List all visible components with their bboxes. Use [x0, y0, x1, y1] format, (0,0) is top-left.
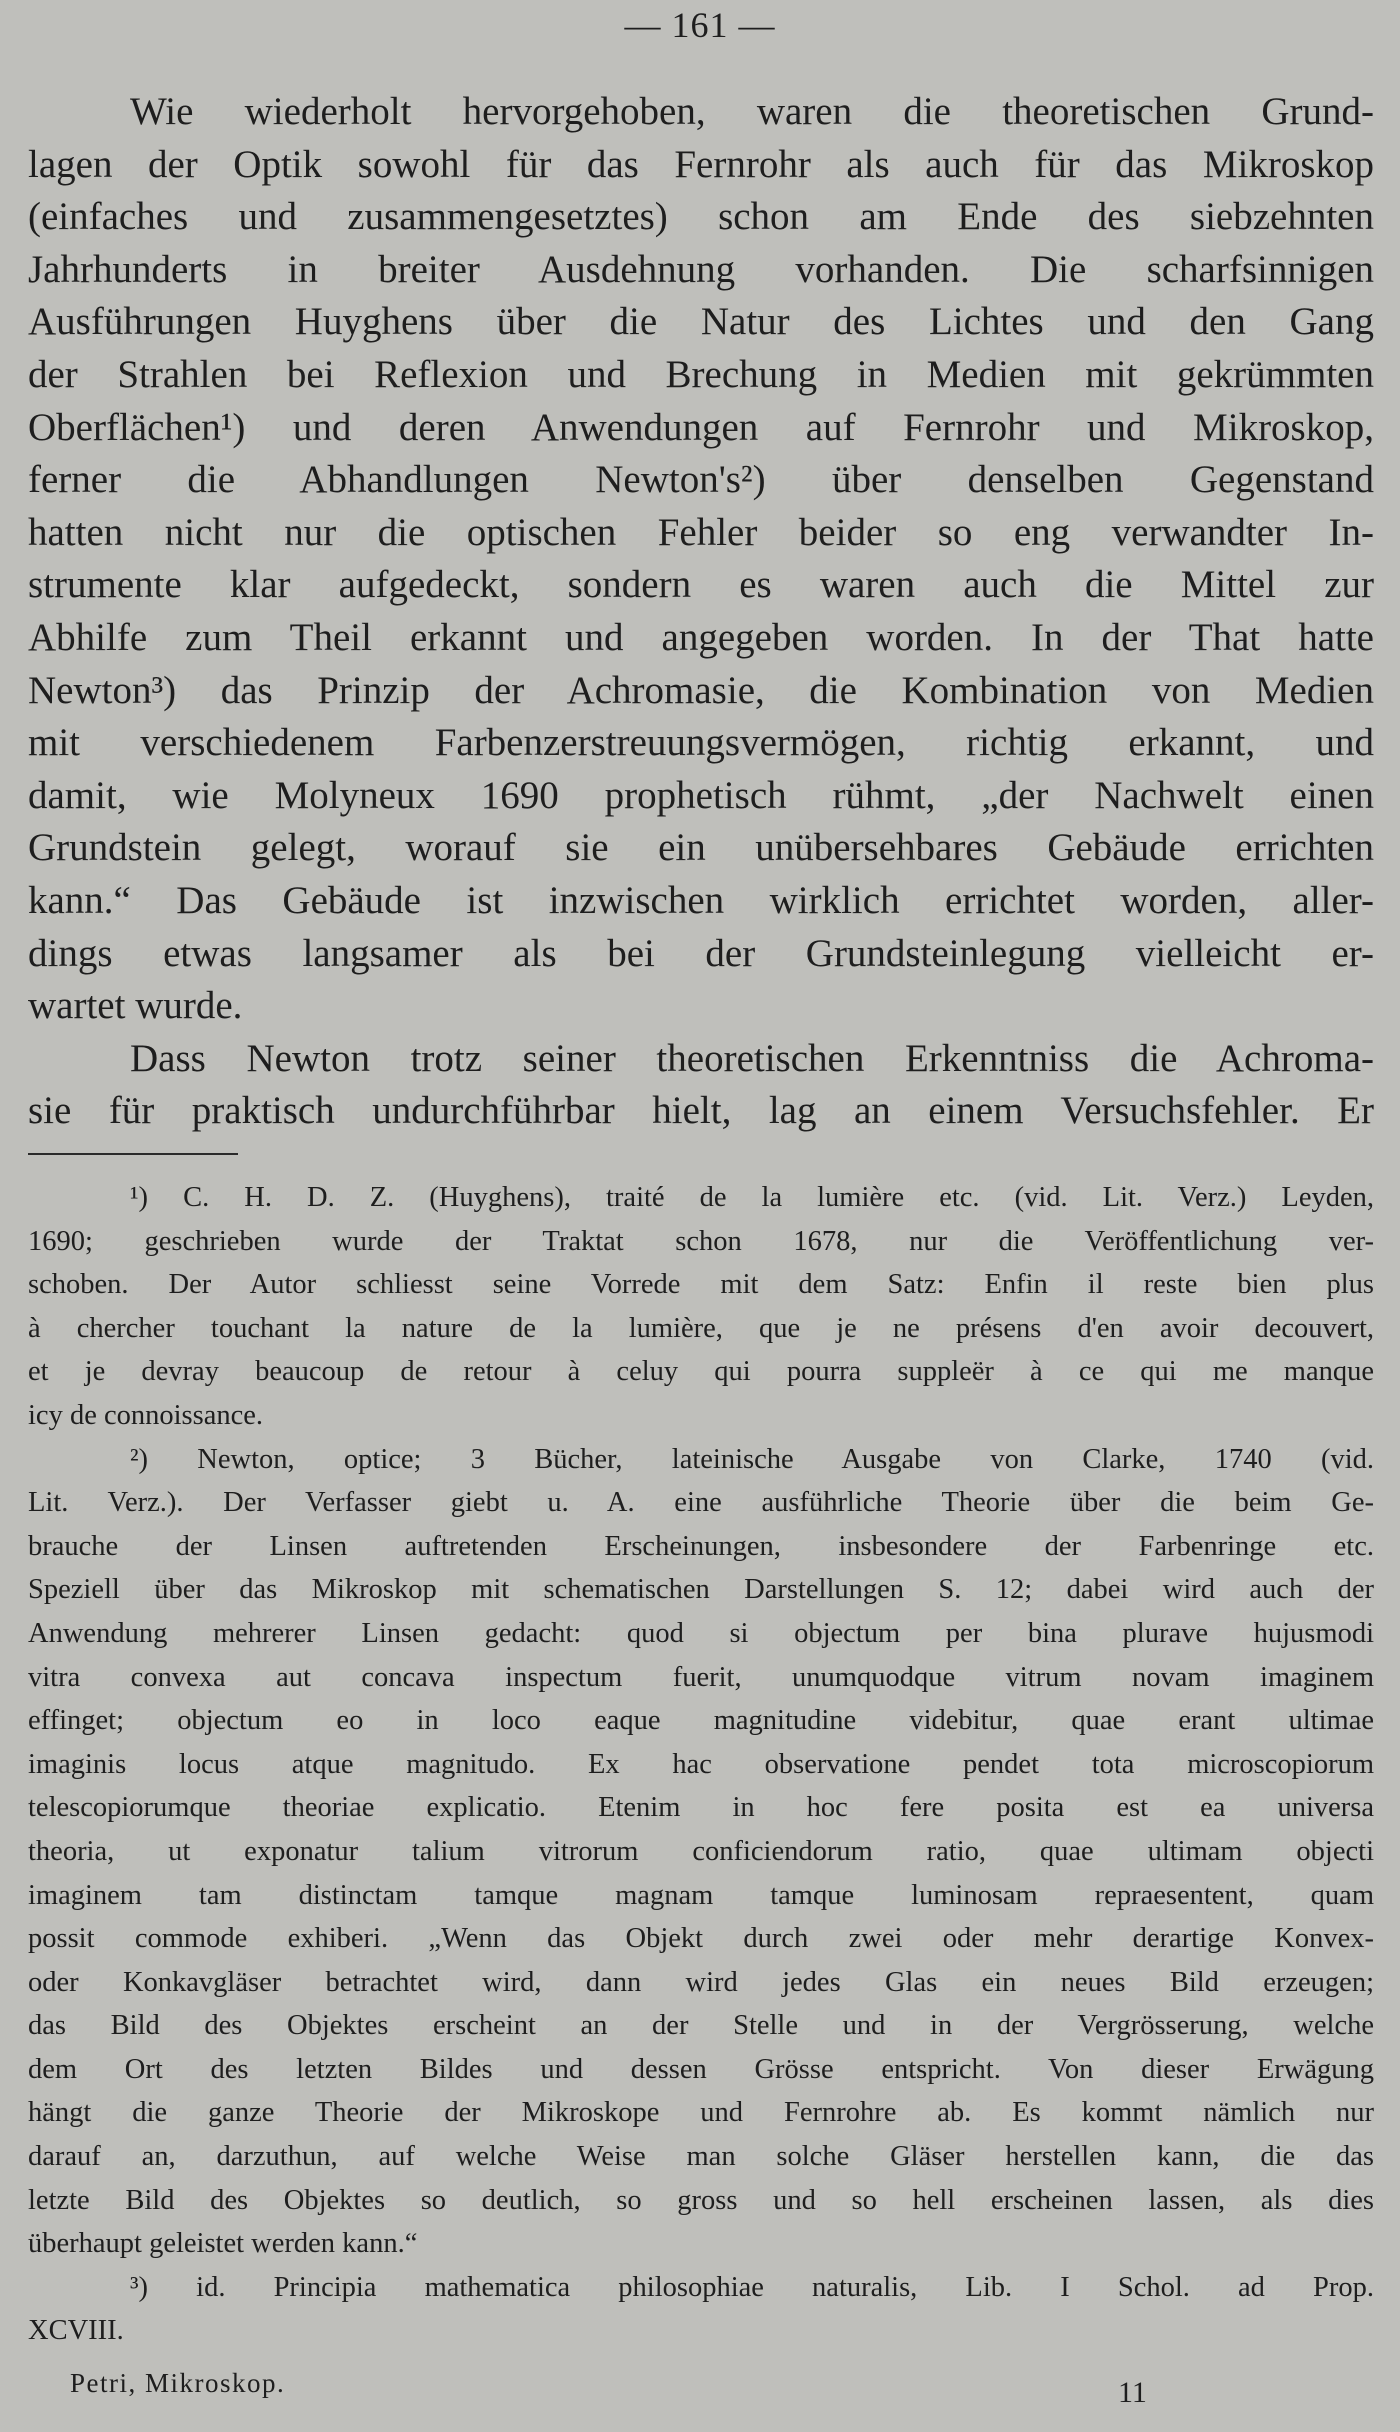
body-line: sie für praktisch undurchführbar hielt, lag an einem Versuchsfehler. Er [28, 1089, 1374, 1133]
footnote-line: ¹) C. H. D. Z. (Huyghens), traité de la lumière etc. (vid. Lit. Verz.) Leyden, [130, 1182, 1374, 1213]
footnote-line: brauche der Linsen auftretenden Erscheinungen, insbesondere der Farbenringe etc. [28, 1530, 1374, 1562]
footnote-line: letzte Bild des Objektes so deutlich, so gross und so hell erscheinen lassen, als dies [28, 2184, 1374, 2216]
body-text [28, 86, 1374, 1138]
footnote-line: effinget; objectum eo in loco eaque magnitudine videbitur, quae erant ultimae [28, 1705, 1374, 1737]
body-line: lagen der Optik sowohl für das Fernrohr als auch für das Mikroskop [28, 142, 1374, 186]
footnote-line: oder Konkavgläser betrachtet wird, dann wird jedes Glas ein neues Bild erzeugen; [28, 1966, 1374, 1998]
footnote-line: telescopiorumque theoriae explicatio. Etenim in hoc fere posita est ea universa [28, 1792, 1374, 1824]
body-line: Grundstein gelegt, worauf sie ein unübersehbares Gebäude errichten [28, 826, 1374, 870]
body-line: Ausführungen Huyghens über die Natur des Lichtes und den Gang [28, 300, 1374, 344]
body-line: wartet wurde. [28, 984, 243, 1028]
footnote-line: vitra convexa aut concava inspectum fuerit, unumquodque vitrum novam imaginem [28, 1661, 1374, 1693]
footnote-line: et je devray beaucoup de retour à celuy qui pourra suppleër à ce qui me manque [28, 1356, 1374, 1388]
footnote-separator [28, 1153, 238, 1155]
body-line: dings etwas langsamer als bei der Grundsteinlegung vielleicht er- [28, 931, 1374, 975]
footnote-line: à chercher touchant la nature de la lumière, que je ne présens d'en avoir decouvert, [28, 1312, 1374, 1344]
body-line: Newton³) das Prinzip der Achromasie, die Kombination von Medien [28, 668, 1374, 712]
page-footer [0, 2368, 1400, 2418]
footnotes [28, 1176, 1374, 2353]
footnote-line: Speziell über das Mikroskop mit schematischen Darstellungen S. 12; dabei wird auch der [28, 1574, 1374, 1606]
body-line: (einfaches und zusammengesetztes) schon am Ende des siebzehnten [28, 195, 1374, 239]
footnote-line: Anwendung mehrerer Linsen gedacht: quod si objectum per bina plurave hujusmodi [28, 1617, 1374, 1649]
footnote-line: ³) id. Principia mathematica philosophiae naturalis, Lib. I Schol. ad Prop. [130, 2271, 1374, 2303]
footnote-line: icy de connoissance. [28, 1399, 264, 1431]
footnote-line: imaginis locus atque magnitudo. Ex hac observatione pendet tota microscopiorum [28, 1748, 1374, 1780]
body-line: mit verschiedenem Farbenzerstreuungsvermögen, richtig erkannt, und [28, 721, 1374, 765]
body-line: Wie wiederholt hervorgehoben, waren die theoretischen Grund- [130, 90, 1374, 133]
footnote-line: imaginem tam distinctam tamque magnam tamque luminosam repraesentent, quam [28, 1879, 1374, 1911]
footnote-line: possit commode exhiberi. „Wenn das Objekt durch zwei oder mehr derartige Konvex- [28, 1923, 1374, 1955]
body-line: Jahrhunderts in breiter Ausdehnung vorhanden. Die scharfsinnigen [28, 247, 1374, 291]
footer-sheet-number: 11 [1118, 2376, 1147, 2409]
footnote-line: das Bild des Objektes erscheint an der Stelle und in der Vergrösserung, welche [28, 2010, 1374, 2042]
body-line: Oberflächen¹) und deren Anwendungen auf Fernrohr und Mikroskop, [28, 405, 1374, 449]
body-line: strumente klar aufgedeckt, sondern es waren auch die Mittel zur [28, 563, 1374, 607]
page-number-header: — 161 — [624, 5, 776, 45]
footnote-line: Lit. Verz.). Der Verfasser giebt u. A. eine ausführliche Theorie über die beim Ge- [28, 1487, 1374, 1519]
footnote-line: darauf an, darzuthun, auf welche Weise man solche Gläser herstellen kann, die das [28, 2141, 1374, 2173]
body-line: kann.“ Das Gebäude ist inzwischen wirklich errichtet worden, aller- [28, 878, 1374, 922]
body-line: Dass Newton trotz seiner theoretischen Erkenntniss die Achroma- [130, 1036, 1374, 1080]
footnote-line: theoria, ut exponatur talium vitrorum conficiendorum ratio, quae ultimam objecti [28, 1835, 1374, 1867]
footnote-line: 1690; geschrieben wurde der Traktat schon 1678, nur die Veröffentlichung ver- [28, 1225, 1374, 1257]
body-line: damit, wie Molyneux 1690 prophetisch rühmt, „der Nachwelt einen [28, 773, 1374, 817]
body-line: der Strahlen bei Reflexion und Brechung in Medien mit gekrümmten [28, 352, 1374, 396]
footnote-line: schoben. Der Autor schliesst seine Vorrede mit dem Satz: Enfin il reste bien plus [28, 1269, 1374, 1301]
footnote-line: überhaupt geleistet werden kann.“ [28, 2228, 418, 2260]
body-line: hatten nicht nur die optischen Fehler beider so eng verwandter In- [28, 510, 1374, 554]
body-line: Abhilfe zum Theil erkannt und angegeben worden. In der That hatte [28, 615, 1374, 659]
footer-signature: Petri, Mikroskop. [70, 2368, 286, 2398]
footnote-line: hängt die ganze Theorie der Mikroskope und Fernrohre ab. Es kommt nämlich nur [28, 2097, 1374, 2129]
footnote-line: ²) Newton, optice; 3 Bücher, lateinische Ausgabe von Clarke, 1740 (vid. [130, 1443, 1374, 1475]
footnote-line: XCVIII. [28, 2315, 124, 2347]
footnote-line: dem Ort des letzten Bildes und dessen Grösse entspricht. Von dieser Erwägung [28, 2053, 1374, 2085]
body-line: ferner die Abhandlungen Newton's²) über denselben Gegenstand [28, 458, 1374, 502]
